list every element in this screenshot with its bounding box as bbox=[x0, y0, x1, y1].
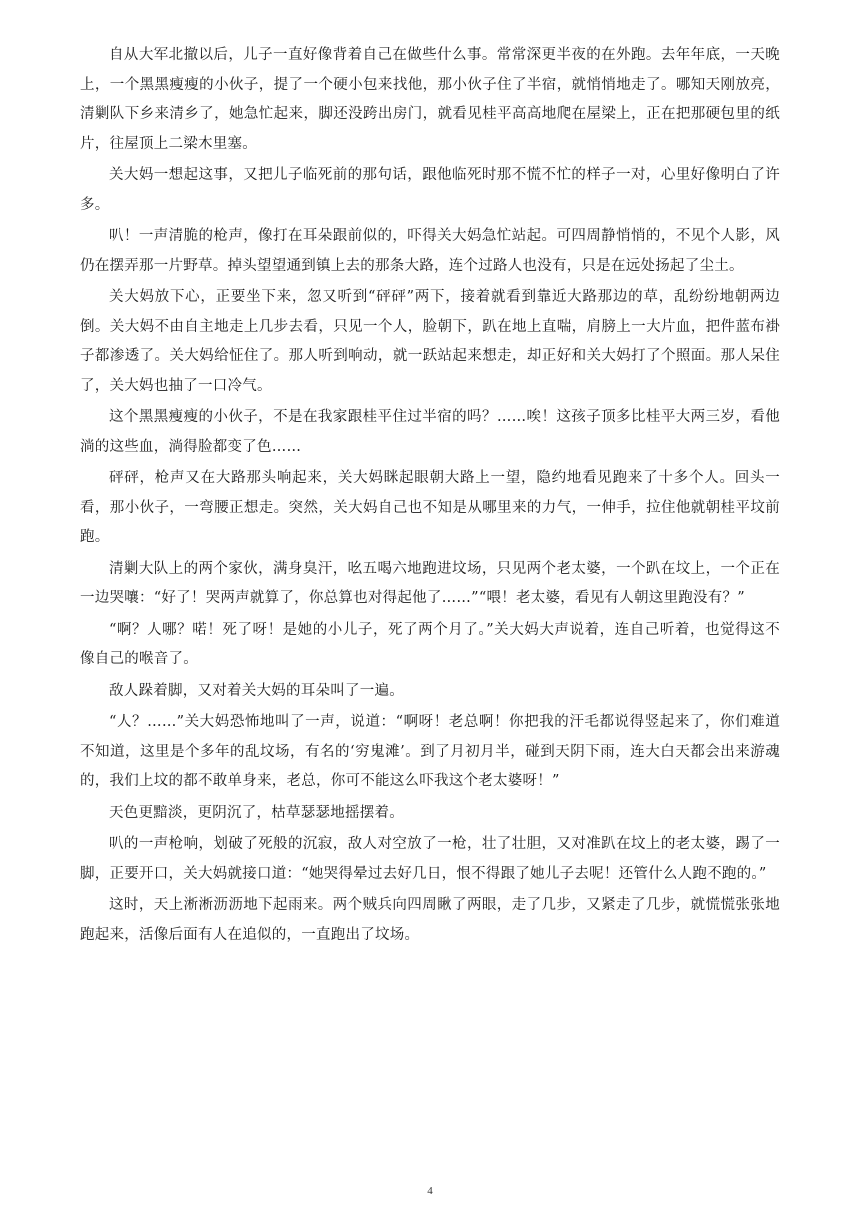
paragraph: “啊？人哪？喏！死了呀！是她的小儿子，死了两个月了。”关大妈大声说着，连自己听着，也觉得这不像自己的喉音了。 bbox=[80, 621, 780, 667]
page-number: 4 bbox=[427, 1185, 433, 1197]
paragraph: 清剿大队上的两个家伙，满身臭汗，吆五喝六地跑进坟场，只见两个老太婆，一个趴在坟上，一个正在一边哭嚷：“好了！哭两声就算了，你总算也对得起他了……”“喂！老太婆，看见有人朝这里跑没有？” bbox=[80, 560, 780, 606]
paragraph: 关大妈一想起这事，又把儿子临死前的那句话，跟他临死时那不慌不忙的样子一对，心里好像明白了许多。 bbox=[80, 167, 780, 213]
paragraph: 这个黑黑瘦瘦的小伙子，不是在我家跟桂平住过半宿的吗？……唉！这孩子顶多比桂平大两三岁，看他淌的这些血，淌得脸都变了色…… bbox=[80, 409, 780, 455]
paragraph: “人？……”关大妈恐怖地叫了一声，说道：“啊呀！老总啊！你把我的汗毛都说得竖起来了，你们难道不知道，这里是个多年的乱坟场，有名的‘穷鬼滩’。到了月初月半，碰到天阴下雨，连大白天都会出来游魂的，我们上坟的都不敢单身来，老总，你可不能这么吓我这个老太婆呀！” bbox=[80, 714, 780, 789]
paragraph: 叭！一声清脆的枪声，像打在耳朵跟前似的，吓得关大妈急忙站起。可四周静悄悄的，不见个人影，风仍在摆弄那一片野草。掉头望望通到镇上去的那条大路，连个过路人也没有，只是在远处扬起了尘土。 bbox=[80, 228, 780, 274]
paragraph: 天色更黯淡，更阴沉了，枯草瑟瑟地摇摆着。 bbox=[109, 804, 404, 821]
paragraph: 这时，天上淅淅沥沥地下起雨来。两个贼兵向四周瞅了两眼，走了几步，又紧走了几步，就慌慌张张地跑起来，活像后面有人在追似的，一直跑出了坟场。 bbox=[80, 897, 780, 943]
paragraph: 砰砰，枪声又在大路那头响起来，关大妈眯起眼朝大路上一望，隐约地看见跑来了十多个人。回头一看，那小伙子，一弯腰正想走。突然，关大妈自己也不知是从哪里来的力气，一伸手，拉住他就朝桂平坟前跑。 bbox=[80, 470, 780, 545]
paragraph: 自从大军北撤以后，儿子一直好像背着自己在做些什么事。常常深更半夜的在外跑。去年年底，一天晚上，一个黑黑瘦瘦的小伙子，提了一个硬小包来找他，那小伙子住了半宿，就悄悄地走了。哪知天刚放亮，清剿队下乡来清乡了，她急忙起来，脚还没跨出房门，就看见桂平高高地爬在屋梁上，正在把那硬包里的纸片，往屋顶上二梁木里塞。 bbox=[80, 47, 780, 152]
paragraph: 关大妈放下心，正要坐下来，忽又听到“砰砰”两下，接着就看到靠近大路那边的草，乱纷纷地朝两边倒。关大妈不由自主地走上几步去看，只见一个人，脸朝下，趴在地上直喘，肩膀上一大片血，把件蓝布褂子都渗透了。关大妈给怔住了。那人听到响动，就一跃站起来想走，却正好和关大妈打了个照面。那人呆住了，关大妈也抽了一口冷气。 bbox=[80, 289, 780, 394]
body-text bbox=[80, 41, 780, 952]
paragraph: 敌人跺着脚，又对着关大妈的耳朵叫了一遍。 bbox=[109, 682, 404, 699]
paragraph: 叭的一声枪响，划破了死般的沉寂，敌人对空放了一枪，壮了壮胆，又对准趴在坟上的老太婆，踢了一脚，正要开口，关大妈就接口道：“她哭得晕过去好几日，恨不得跟了她儿子去呢！还管什么人跑不跑的。” bbox=[80, 836, 780, 882]
